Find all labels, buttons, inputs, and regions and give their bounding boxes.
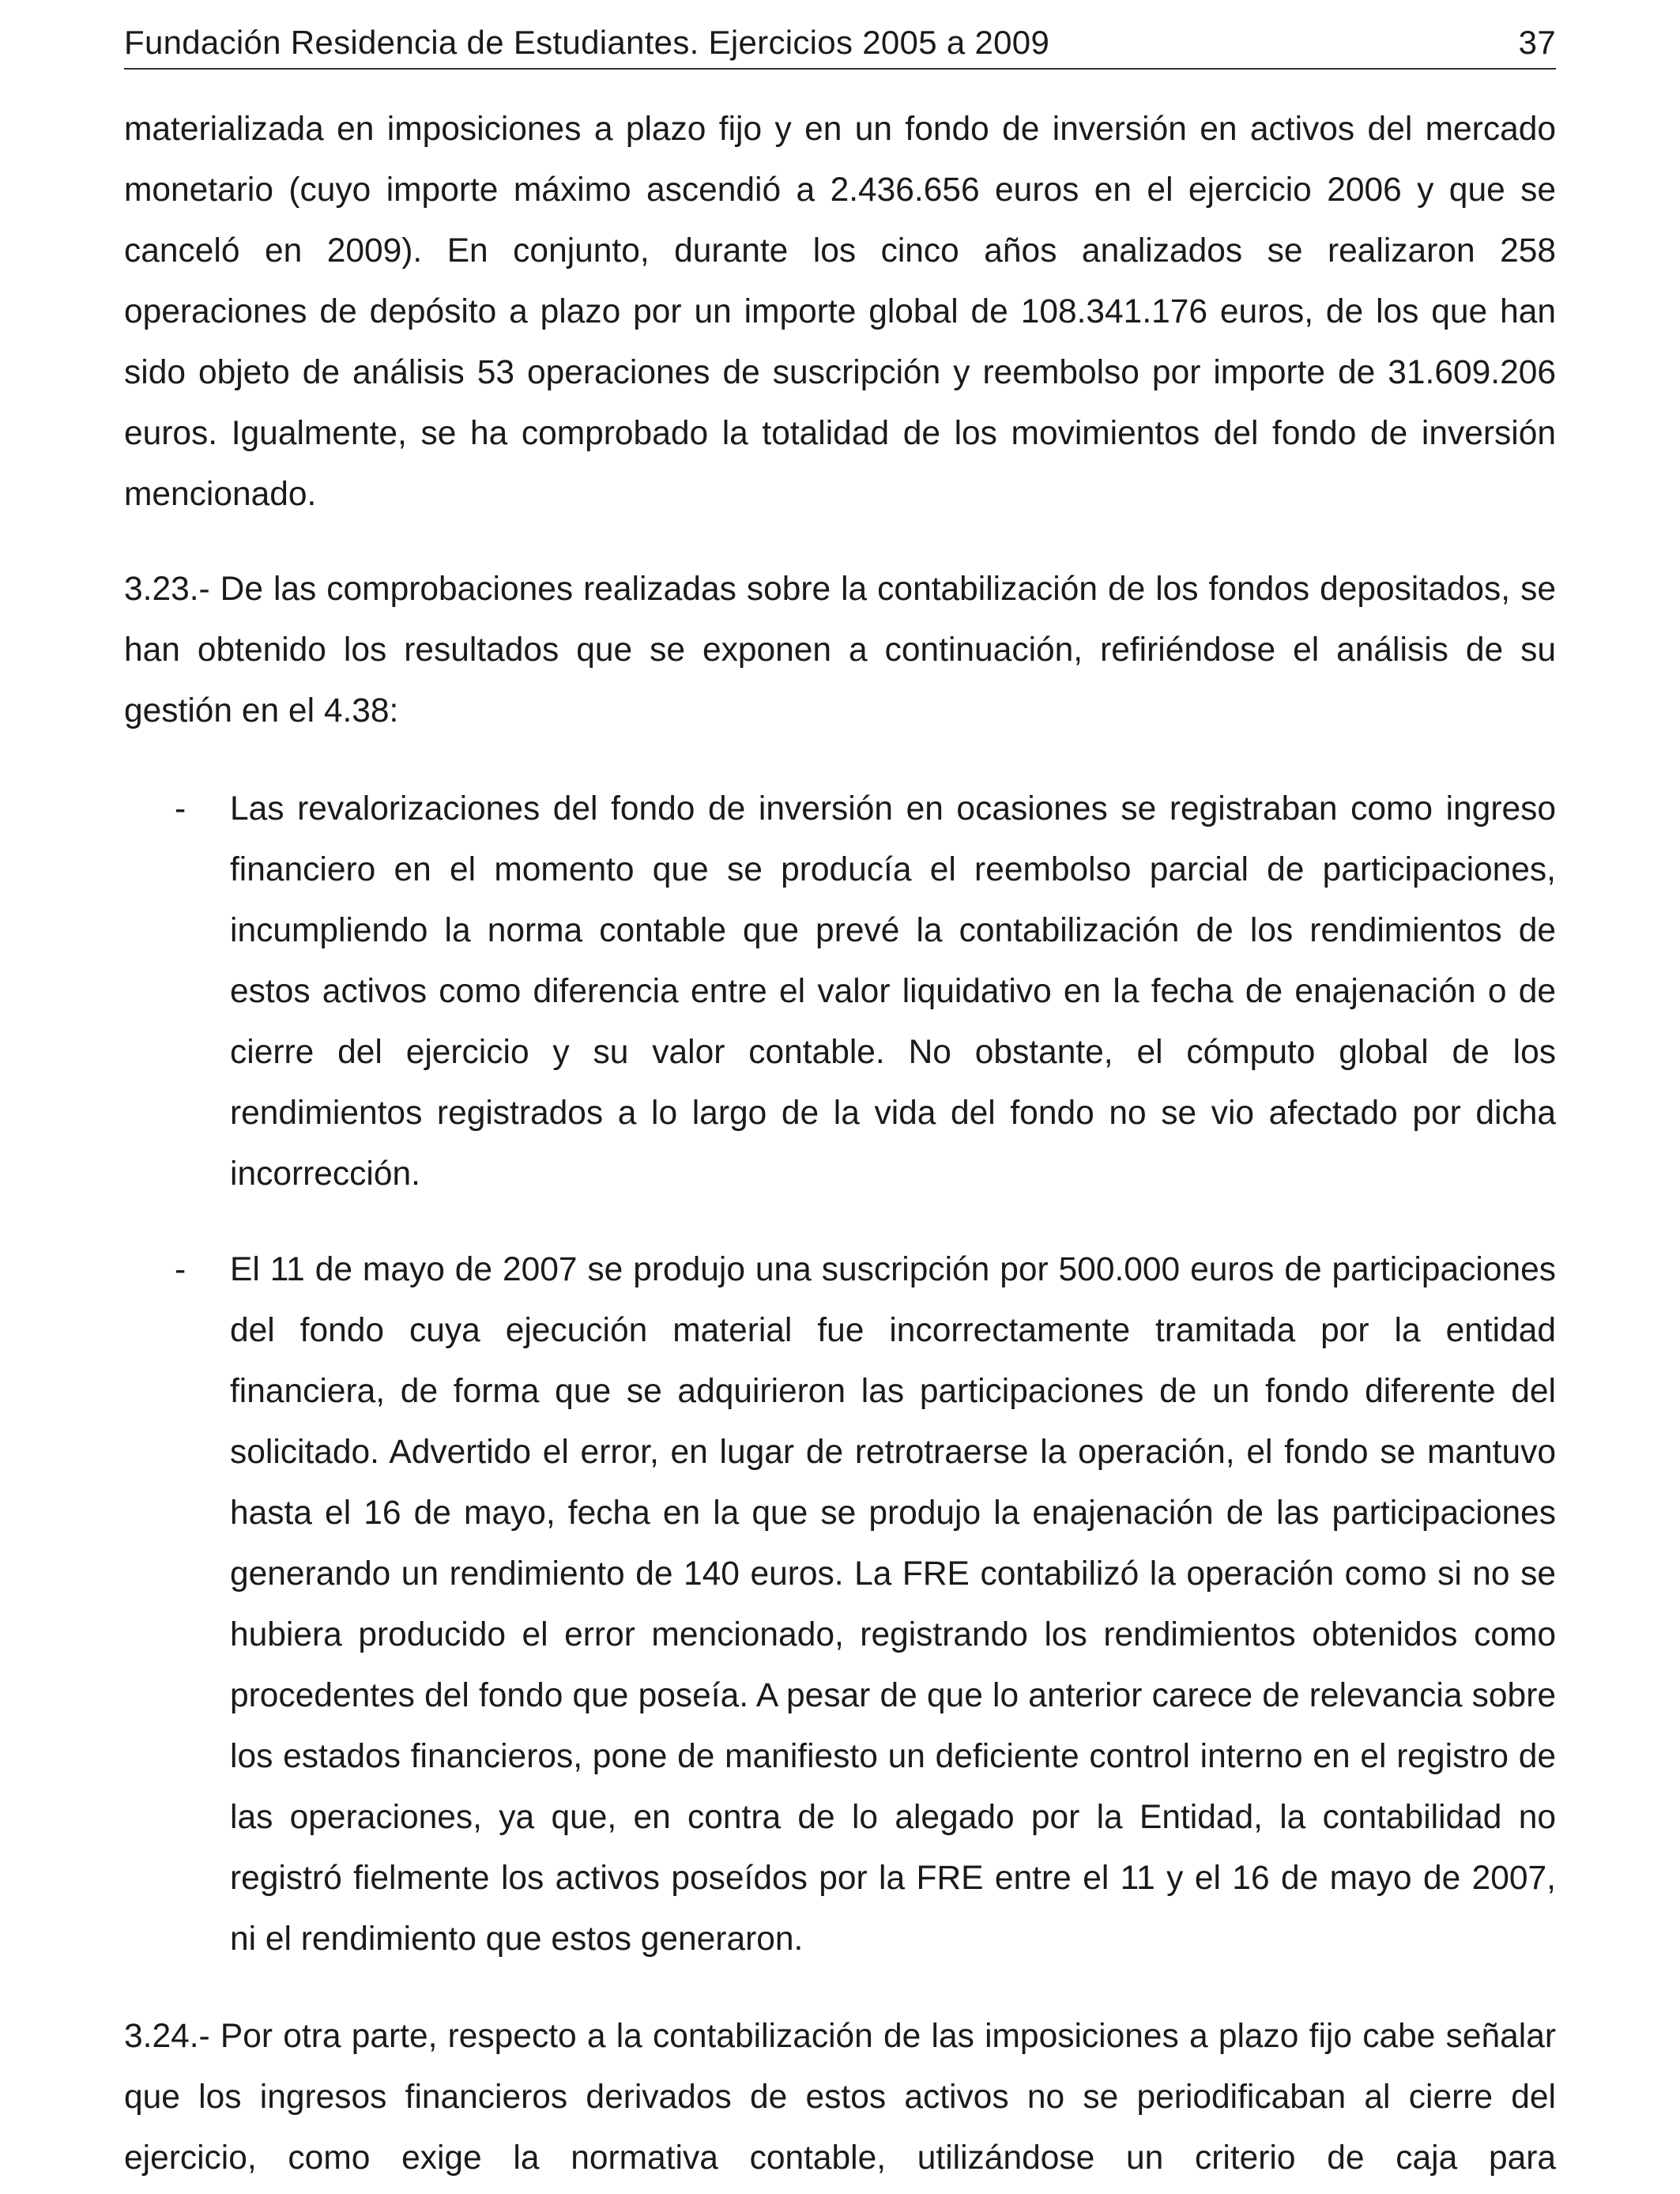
header-title: Fundación Residencia de Estudiantes. Ejercicios 2005 a 2009 bbox=[124, 24, 1050, 61]
paragraph-continuation: materializada en imposiciones a plazo fijo y en un fondo de inversión en activos del mercado monetario (cuyo importe máximo ascendió a 2.436.656 euros en el ejercicio 2006 y que se canceló en 2009). En conjunto, durante los cinco años analizados se realizaron 258 operaciones de depósito a plazo por un importe global de 108.341.176 euros, de los que han sido objeto de análisis 53 operaciones de suscripción y reembolso por importe de 31.609.206 euros. Igualmente, se ha comprobado la totalidad de los movimientos del fondo de inversión mencionado. bbox=[124, 111, 1556, 513]
paragraph-3-23: 3.23.- De las comprobaciones realizadas sobre la contabilización de los fondos depositados, se han obtenido los resultados que se exponen a continuación, refiriéndose el análisis de su gestión en el 4.38: bbox=[124, 571, 1556, 729]
paragraph-3-24: 3.24.- Por otra parte, respecto a la contabilización de las imposiciones a plazo fijo cabe señalar que los ingresos financieros derivados de estos activos no se periodificaban al cierre del ejercicio, como exige la normativa contable, utilizándose un criterio de caja para bbox=[124, 2018, 1556, 2177]
bullet-text-1: Las revalorizaciones del fondo de inversión en ocasiones se registraban como ingreso financiero en el momento que se producía el reembolso parcial de participaciones, incumpliendo la norma contable que prevé la contabilización de los rendimientos de estos activos como diferencia entre el valor liquidativo en la fecha de enajenación o de cierre del ejercicio y su valor contable. No obstante, el cómputo global de los rendimientos registrados a lo largo de la vida del fondo no se vio afectado por dicha incorrección. bbox=[230, 790, 1556, 1193]
bullet-text-2: El 11 de mayo de 2007 se produjo una suscripción por 500.000 euros de participaciones del fondo cuya ejecución material fue incorrectamente tramitada por la entidad financiera, de forma que se adquirieron las participaciones de un fondo diferente del solicitado. Advertido el error, en lugar de retrotraerse la operación, el fondo se mantuvo hasta el 16 de mayo, fecha en la que se produjo la enajenación de las participaciones generando un rendimiento de 140 euros. La FRE contabilizó la operación como si no se hubiera producido el error mencionado, registrando los rendimientos obtenidos como procedentes del fondo que poseía. A pesar de que lo anterior carece de relevancia sobre los estados financieros, pone de manifiesto un deficiente control interno en el registro de las operaciones, ya que, en contra de lo alegado por la Entidad, la contabilidad no registró fielmente los activos poseídos por la FRE entre el 11 y el 16 de mayo de 2007, ni el rendimiento que estos generaron. bbox=[230, 1251, 1556, 1958]
bullet-dash: - bbox=[175, 790, 186, 827]
page-number: 37 bbox=[1518, 24, 1556, 61]
page-header bbox=[124, 24, 1556, 70]
bullet-dash: - bbox=[175, 1251, 186, 1288]
